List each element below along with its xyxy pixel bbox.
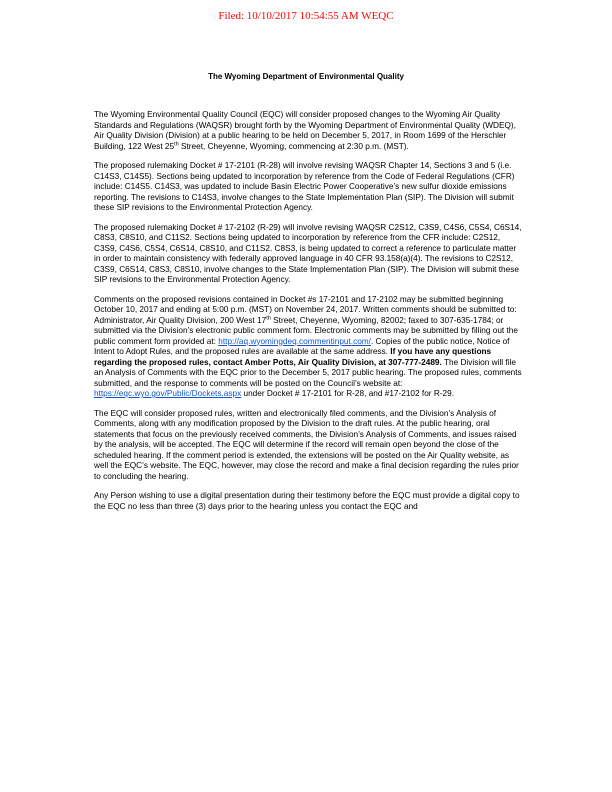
text-run: Comments on the proposed revisions contained in Docket #s 17-2101 and 17-2102 may be submitted beginning October 10, 2017 and ending at 5:00 p.m. (MST) on November 24, 2017. Written comments should be submitted to: Administrator, Air Quality Division, 200 West 17 xyxy=(94,294,517,325)
paragraph-comments xyxy=(94,295,524,400)
contact-info-bold: If you have any questions regarding the proposed rules, contact Amber Potts, Air Quality Division, at 307-777-2489. xyxy=(94,347,492,367)
paragraph-docket-r28: The proposed rulemaking Docket # 17-2101 (R-28) will involve revising WAQSR Chapter 14, Sections 3 and 5 (i.e. C14S3, C14S5). Sections being updated to incorporation by reference from the Code of Federal Regulations (CFR) include: C14S5. C14S3, was updated to include Basin Electric Power Cooperative’s new sulfur dioxide emissions reporting. The revisions to C14S3, involve changes to the State Implementation Plan (SIP). The Division will submit these SIP revisions to the Environmental Protection Agency. xyxy=(94,161,515,212)
filed-stamp: Filed: 10/10/2017 10:54:55 AM WEQC xyxy=(218,10,394,22)
dockets-link[interactable]: https://eqc.wyo.gov/Public/Dockets.aspx xyxy=(94,389,242,398)
paragraph-digital-presentation: Any Person wishing to use a digital presentation during their testimony before the EQC must provide a digital copy to the EQC no less than three (3) days prior to the hearing unless you contact the EQC and xyxy=(94,491,520,511)
text-run: The Division will file an Analysis of Comments with the EQC prior to the December 5, 2017 public hearing. The proposed rules, comments submitted, and the response to comments will be posted on the Council’s website at: xyxy=(94,357,522,388)
paragraph-eqc-consideration: The EQC will consider proposed rules, written and electronically filed comments, and the Division’s Analysis of Comments, along with any modification proposed by the Division to the draft rules. At the public hearing, oral statements that focus on the previously received comments, the Division’s Analysis of Comments, and issues raised by the analysis, will be accepted. The EQC will determine if the record will remain open beyond the close of the scheduled hearing. If the comment period is extended, the extensions will be posted on the Air Quality website, as well the EQC’s website. The EQC, however, may close the record and make a final decision regarding the rules prior to concluding the hearing. xyxy=(94,408,519,481)
paragraph-docket-r29: The proposed rulemaking Docket # 17-2102 (R-29) will involve revising WAQSR C2S12, C3S9, C4S6, C5S4, C6S14, C8S3, C8S10, and C11S2. Sections being updated to incorporation by reference from the CFR include: C2S12, C3S9, C4S6, C5S4, C6S14, C8S10, and C11S2. C8S3, is being updated to correct a reference to particulate matter in order to maintain consistency with federally approved language in 40 CFR 93.158(a)(4). The revisions to C2S12, C3S9, C6S14, C8S3, C8S10, involve changes to the State Implementation Plan (SIP). The Division will submit these SIP revisions to the Environmental Protection Agency. xyxy=(94,222,522,284)
superscript: th xyxy=(266,314,271,321)
text-run: Street, Cheyenne, Wyoming, commencing at 2:30 p.m. (MST). xyxy=(178,141,409,151)
text-run: The Wyoming Environmental Quality Council (EQC) will consider proposed changes to the Wyoming Air Quality Standards and Regulations (WAQSR) brought forth by the Wyoming Department of Environmental Quality (WDEQ), Air Quality Division (Division) at a public hearing to be held on December 5, 2017, in Room 1699 of the Herschler Building, 122 West 25 xyxy=(94,110,516,151)
text-run: under Docket # 17-2101 for R-28, and #17-2102 for R-29. xyxy=(241,389,454,398)
superscript: th xyxy=(174,140,179,147)
text-run: . Copies of the public notice, Notice of Intent to Adopt Rules, and the proposed rules are available at the same address. xyxy=(94,336,510,356)
paragraph-hearing-notice xyxy=(94,110,524,152)
text-run: Street, Cheyenne, Wyoming, 82002; faxed to 307-635-1784; or submitted via the Division’s electronic public comment form. Electronic comments may be submitted by filling out the public comment form provided at: xyxy=(94,315,518,346)
document-body xyxy=(94,110,524,512)
comment-form-link[interactable]: http://aq.wyomingdeq.commentinput.com/ xyxy=(218,336,371,346)
document-title: The Wyoming Department of Environmental Quality xyxy=(208,72,404,81)
